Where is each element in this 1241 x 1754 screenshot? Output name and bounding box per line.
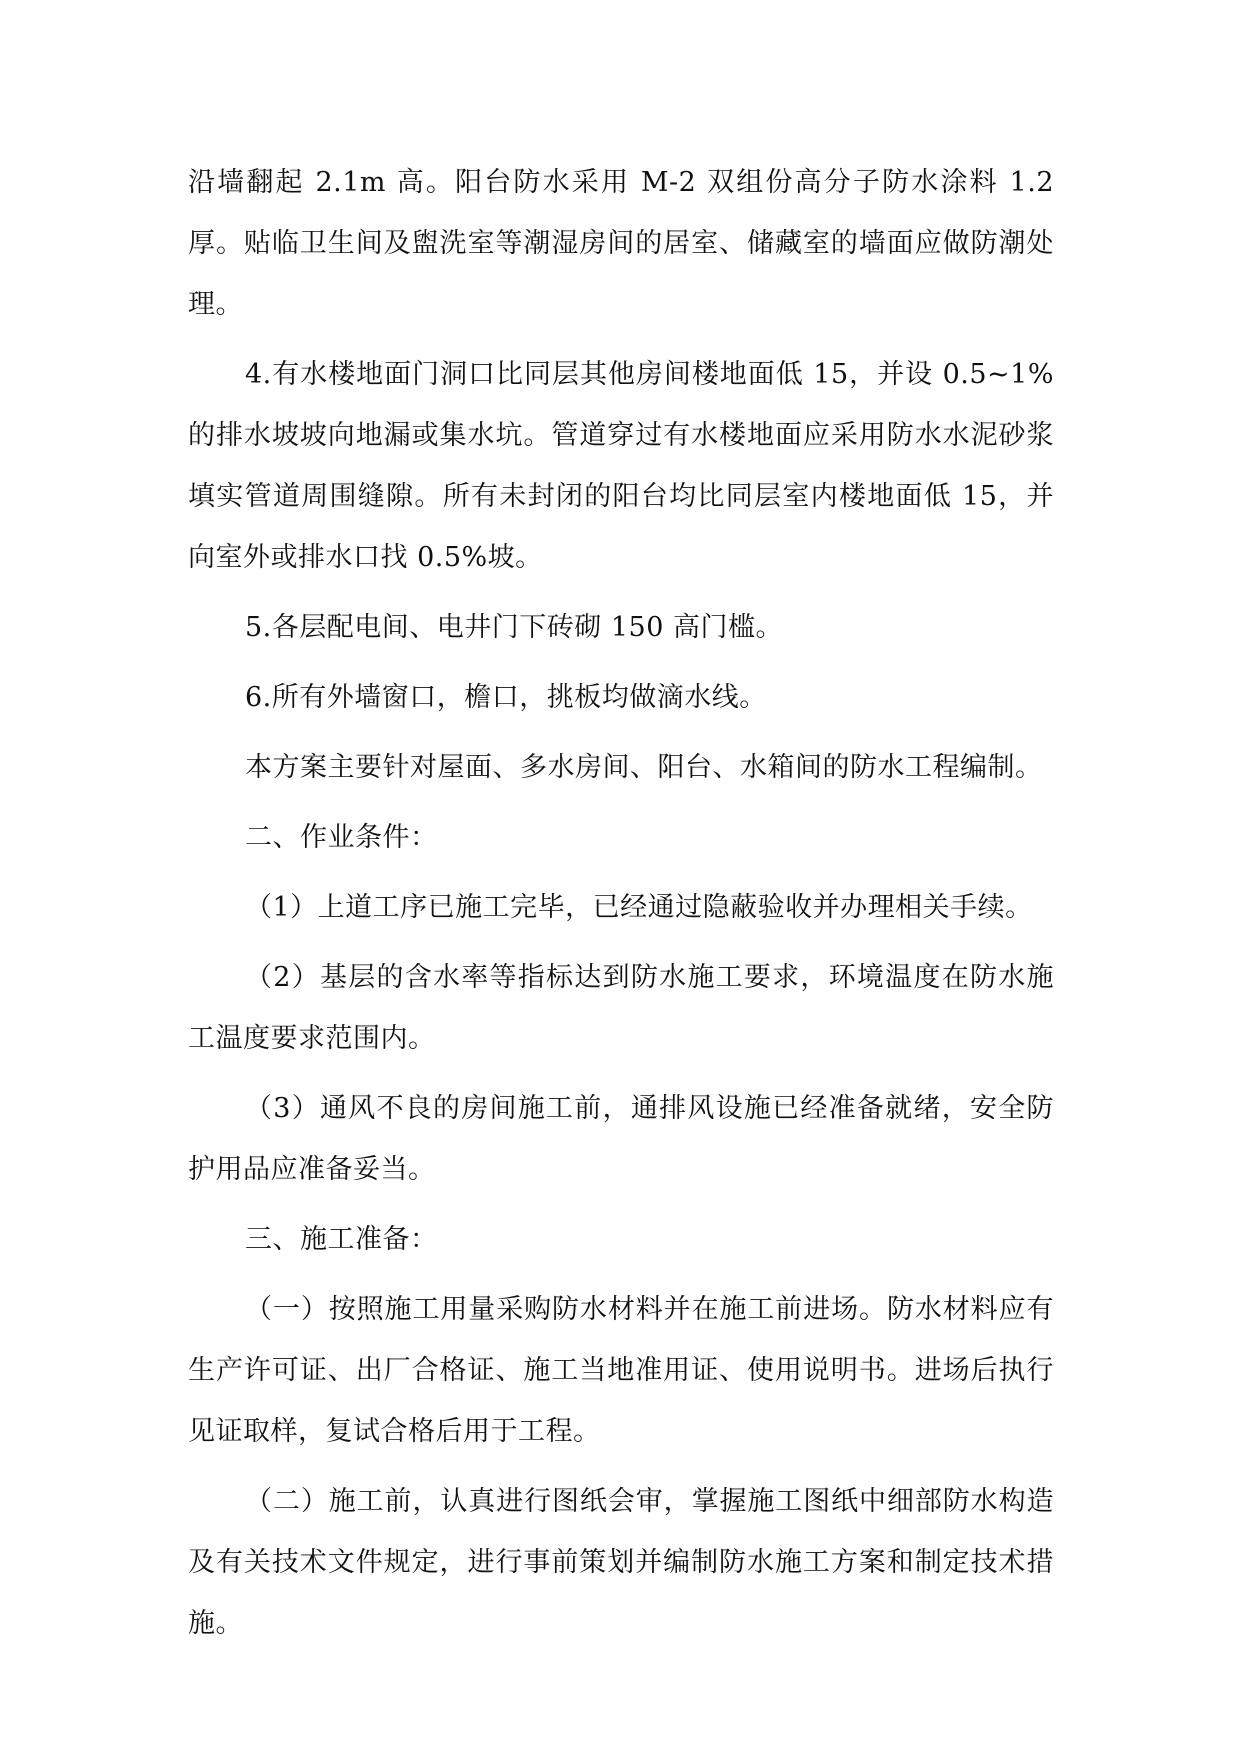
paragraph-scope: 本方案主要针对屋面、多水房间、阳台、水箱间的防水工程编制。 bbox=[245, 752, 1043, 783]
paragraph-preparation-1: （一）按照施工用量采购防水材料并在施工前进场。防水材料应有生产许可证、出厂合格证、施工当地准用证、使用说明书。进场后执行见证取样，复试合格后用于工程。 bbox=[188, 1294, 1054, 1447]
paragraph-item-6: 6.所有外墙窗口，檐口，挑板均做滴水线。 bbox=[245, 682, 767, 713]
paragraph-condition-1: （1）上道工序已施工完毕，已经通过隐蔽验收并办理相关手续。 bbox=[245, 892, 1033, 923]
paragraph-preparation-2: （二）施工前，认真进行图纸会审，掌握施工图纸中细部防水构造及有关技术文件规定，进行事前策划并编制防水施工方案和制定技术措施。 bbox=[188, 1486, 1054, 1639]
paragraph-condition-2: （2）基层的含水率等指标达到防水施工要求，环境温度在防水施工温度要求范围内。 bbox=[188, 962, 1054, 1054]
paragraph-item-5: 5.各层配电间、电井门下砖砌 150 高门槛。 bbox=[245, 612, 783, 643]
document-body bbox=[188, 152, 1054, 1654]
paragraph-continuation: 沿墙翻起 2.1m 高。阳台防水采用 M-2 双组份高分子防水涂料 1.2 厚。贴临卫生间及盥洗室等潮湿房间的居室、储藏室的墙面应做防潮处理。 bbox=[188, 167, 1054, 320]
section-heading-work-conditions: 二、作业条件： bbox=[245, 822, 438, 853]
paragraph-item-4: 4.有水楼地面门洞口比同层其他房间楼地面低 15，并设 0.5~1%的排水坡坡向地漏或集水坑。管道穿过有水楼地面应采用防水水泥砂浆填实管道周围缝隙。所有未封闭的阳台均比同层室内楼地面低 15，并向室外或排水口找 0.5%坡。 bbox=[188, 359, 1054, 573]
paragraph-condition-3: （3）通风不良的房间施工前，通排风设施已经准备就绪，安全防护用品应准备妥当。 bbox=[188, 1093, 1054, 1185]
section-heading-preparation: 三、施工准备： bbox=[245, 1224, 438, 1255]
